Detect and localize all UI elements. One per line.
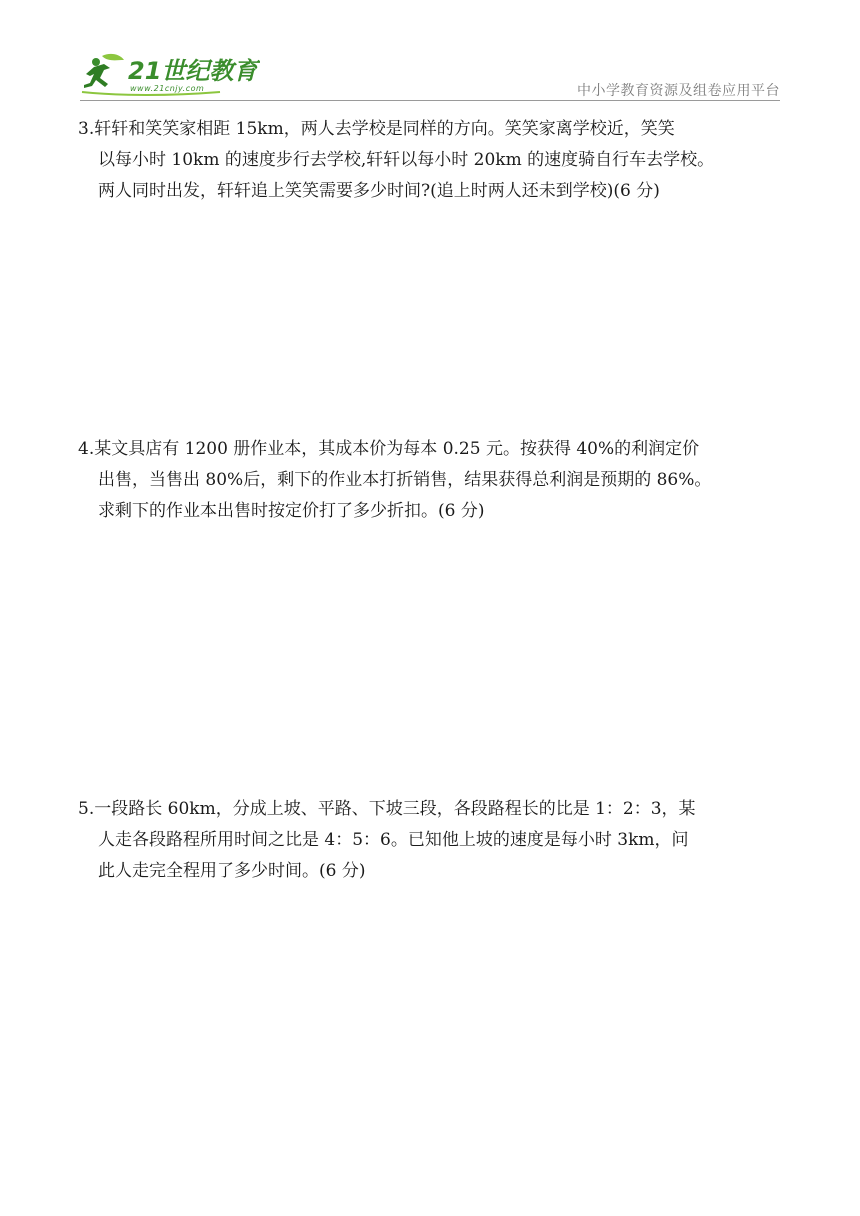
question-number: 3. xyxy=(78,119,95,139)
question-line: 两人同时出发，轩轩追上笑笑需要多少时间?(追上时两人还未到学校)(6 分) xyxy=(98,181,660,201)
logo-text-graphic xyxy=(80,52,260,98)
question-line: 此人走完全程用了多少时间。(6 分) xyxy=(98,861,366,881)
question-number: 5. xyxy=(78,799,95,819)
question-5 xyxy=(78,794,790,887)
question-line: 求剩下的作业本出售时按定价打了多少折扣。(6 分) xyxy=(98,501,485,521)
question-line: 人走各段路程所用时间之比是 4：5：6。已知他上坡的速度是每小时 3km，问 xyxy=(98,830,689,850)
logo xyxy=(80,52,260,98)
question-line: 以每小时 10km 的速度步行去学校,轩轩以每小时 20km 的速度骑自行车去学校。 xyxy=(98,150,715,170)
question-line: 3.轩轩和笑笑家相距 15km，两人去学校是同样的方向。笑笑家离学校近，笑笑 xyxy=(78,119,675,139)
question-number: 4. xyxy=(78,439,95,459)
header-divider xyxy=(80,100,780,101)
logo-url: www.21cnjy.com xyxy=(130,84,205,93)
question-3 xyxy=(78,114,790,207)
question-4 xyxy=(78,434,790,527)
question-line: 出售，当售出 80%后，剩下的作业本打折销售，结果获得总利润是预期的 86%。 xyxy=(98,470,712,490)
question-line: 4.某文具店有 1200 册作业本，其成本价为每本 0.25 元。按获得 40%的利润定价 xyxy=(78,439,700,459)
question-line: 5.一段路长 60km，分成上坡、平路、下坡三段，各段路程长的比是 1：2：3，某 xyxy=(78,799,696,819)
header-slogan: 中小学教育资源及组卷应用平台 xyxy=(577,83,780,99)
logo-wordmark: 21世纪教育 xyxy=(128,57,258,85)
page-header xyxy=(80,52,780,104)
